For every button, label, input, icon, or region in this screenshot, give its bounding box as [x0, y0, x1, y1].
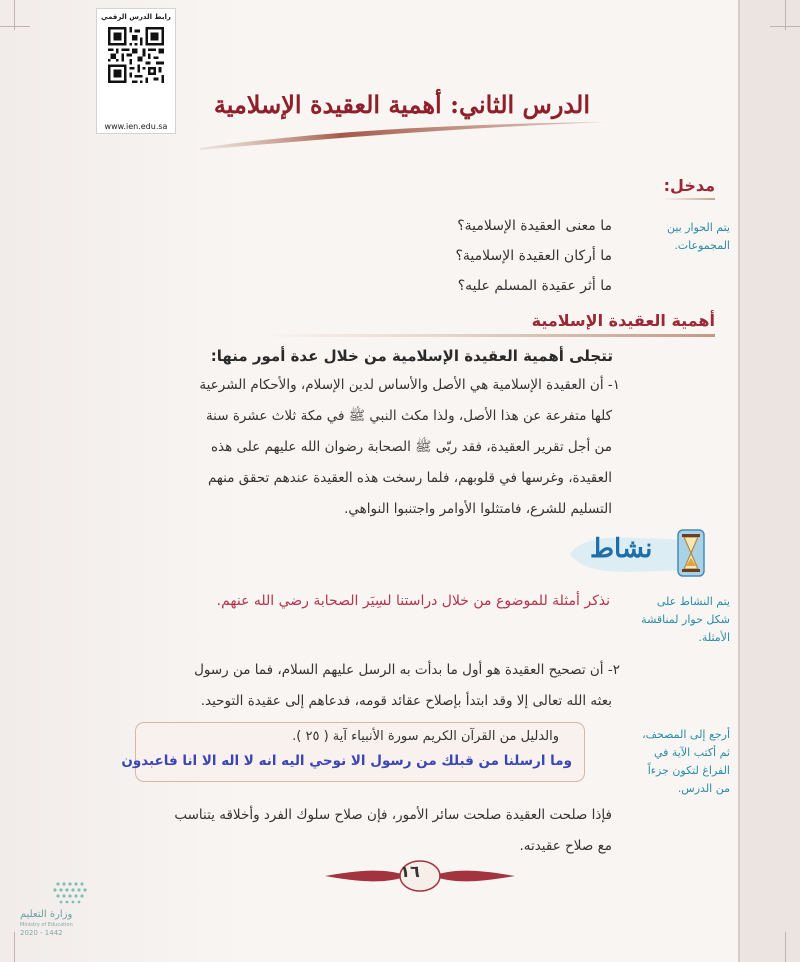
lesson-number: الدرس الثاني [458, 90, 590, 119]
crop-mark [0, 26, 30, 27]
lesson-topic: أهمية العقيدة الإسلامية [213, 90, 442, 119]
edition-year: 2020 - 1442 [20, 929, 63, 937]
right-margin-strip [738, 0, 800, 962]
question-item: ما أثر عقيدة المسلم عليه؟ [457, 278, 612, 294]
qr-code-icon [108, 27, 164, 83]
conclusion-line: مع صلاح عقيدته. [519, 838, 612, 854]
crop-mark [14, 932, 15, 962]
ministry-name-en: Ministry of Education [20, 922, 73, 928]
activity-badge [570, 528, 710, 580]
lesson-title [214, 90, 590, 119]
page-number: ١٦ [400, 862, 420, 881]
digital-lesson-qr-card[interactable] [96, 8, 176, 134]
title-underline-swoosh [190, 120, 610, 156]
point-one-line: العقيدة، وغرسها في قلوبهم، فلما رسخت هذه العقيدة عندهم تحقق منهم [207, 470, 612, 486]
activity-side-note: يتم النشاط على شكل حوار لمناقشة الأمثلة. [641, 595, 730, 644]
point-two-line: ٢- أن تصحيح العقيدة هو أول ما بدأت به الرسل عليهم السلام، فما من رسول [194, 662, 620, 678]
intro-questions [272, 211, 612, 301]
activity-label: نشاط [590, 534, 653, 564]
point-one-line: من أجل تقرير العقيدة، فقد ربّى ﷺ الصحابة رضوان الله عليهم على هذه [210, 439, 612, 455]
conclusion [172, 800, 612, 862]
evidence-box[interactable] [121, 722, 585, 782]
crop-mark [785, 932, 786, 962]
point-two [172, 655, 620, 717]
section-heading: أهمية العقيدة الإسلامية [531, 311, 715, 330]
intro-heading: مدخل: [663, 176, 715, 195]
verse-input[interactable]: وما ارسلنا من قبلك من رسول الا نوحي اليه انه لا اله الا انا فاعبدون [121, 753, 572, 769]
intro-side-note: يتم الحوار بين المجموعات. [666, 221, 730, 252]
section-lead: تتجلى أهمية العقيدة الإسلامية من خلال عدة أمور منها: [210, 347, 613, 365]
point-one-line: التسليم للشرع، فامتثلوا الأوامر واجتنبوا النواهي. [344, 501, 612, 517]
point-one-line: كلها متفرعة عن هذا الأصل، ولذا مكث النبي ﷺ في مكة ثلاث عشرة سنة [205, 408, 612, 424]
qr-url[interactable]: www.ien.edu.sa [104, 122, 168, 131]
intro-heading-underline [663, 198, 715, 200]
qr-caption: رابط الدرس الرقمي [101, 13, 171, 21]
point-two-line: بعثه الله تعالى إلا وقد ابتدأ بإصلاح عقائد قومه، فدعاهم إلى عقيدة التوحيد. [200, 693, 612, 709]
question-item: ما أركان العقيدة الإسلامية؟ [455, 248, 612, 264]
title-separator: : [450, 90, 459, 119]
ministry-name: وزارة التعليم [20, 909, 73, 920]
point-one [192, 370, 620, 525]
activity-text: نذكر أمثلة للموضوع من خلال دراستنا لسِيَر الصحابة رضي الله عنهم. [216, 593, 610, 609]
conclusion-line: فإذا صلحت العقيدة صلحت سائر الأمور، فإن صلاح سلوك الفرد وأخلاقه يتناسب [174, 807, 612, 823]
section-heading-underline [265, 334, 715, 337]
question-item: ما معنى العقيدة الإسلامية؟ [457, 218, 612, 234]
evidence-side-note: أرجع إلى المصحف، ثم أكتب الآية في الفراغ لتكون جزءاً من الدرس. [642, 728, 730, 795]
crop-mark [770, 26, 800, 27]
hourglass-icon [674, 528, 708, 578]
evidence-intro: والدليل من القرآن الكريم سورة الأنبياء آية ( ٢٥ ). [292, 729, 559, 744]
point-one-line: ١- أن العقيدة الإسلامية هي الأصل والأساس لدين الإسلام، والأحكام الشرعية [199, 377, 620, 393]
